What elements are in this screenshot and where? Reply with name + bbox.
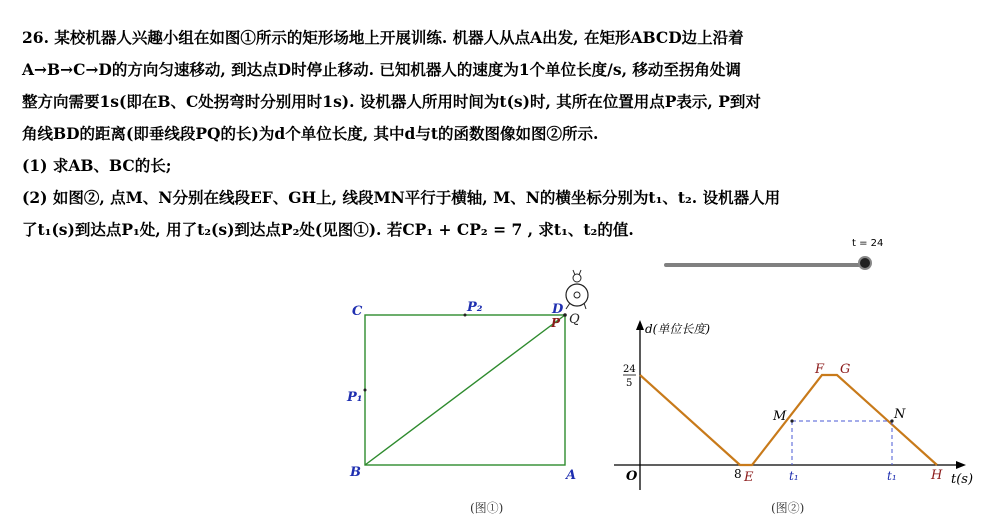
robot-icon	[566, 270, 588, 309]
problem-line-4: 角线BD的距离(即垂线段PQ的长)为d个单位长度, 其中d与t的函数图像如图②所示.	[22, 124, 599, 143]
y-tick-denominator: 5	[626, 378, 633, 389]
label-m: M	[773, 409, 787, 424]
problem-line-6: (2) 如图②, 点M、N分别在线段EF、GH上, 线段MN平行于横轴, M、N的横坐标分别为t₁、t₂. 设机器人用	[22, 188, 781, 207]
label-h: H	[931, 468, 943, 483]
problem-line-2: A→B→C→D的方向匀速移动, 到达点D时停止移动. 已知机器人的速度为1个单位长度/s, 移动至拐角处调	[22, 60, 741, 79]
point-m	[790, 419, 793, 422]
label-f: F	[815, 362, 825, 377]
diagonal-bd	[365, 315, 565, 465]
problem-line-5: (1) 求AB、BC的长;	[22, 156, 172, 175]
label-g: G	[840, 362, 851, 377]
figure-2-caption: (图②)	[771, 501, 805, 515]
x-axis-label: t(s)	[951, 472, 974, 487]
label-p2: P₂	[467, 300, 483, 315]
label-c: C	[352, 304, 363, 319]
label-p1: P₁	[347, 390, 363, 405]
problem-line-3: 整方向需要1s(即在B、C处拐弯时分别用时1s). 设机器人所用时间为t(s)时, 其所在位置用点P表示, P到对	[22, 92, 761, 111]
y-axis-label: d(单位长度)	[645, 322, 711, 336]
figure-2	[614, 320, 973, 515]
problem-line-1: 26. 某校机器人兴趣小组在如图①所示的矩形场地上开展训练. 机器人从点A出发, 在矩形ABCD边上沿着	[22, 28, 744, 47]
point-d	[563, 313, 567, 317]
x-tick-8: 8	[734, 467, 742, 481]
label-a: A	[566, 468, 577, 483]
label-t1-right: t₁	[887, 469, 897, 483]
label-d: D	[552, 302, 564, 317]
figure-1-caption: (图①)	[470, 501, 504, 515]
label-p: P	[551, 316, 561, 330]
label-e: E	[744, 470, 754, 485]
point-p1	[364, 389, 367, 392]
label-b: B	[350, 465, 361, 480]
label-q: Q	[569, 312, 580, 327]
y-tick-numerator: 24	[623, 364, 636, 375]
x-axis-arrow-icon	[956, 461, 966, 469]
label-n: N	[894, 407, 906, 422]
y-axis-arrow-icon	[636, 320, 644, 330]
origin-label: O	[626, 469, 638, 484]
problem-line-7: 了t₁(s)到达点P₁处, 用了t₂(s)到达点P₂处(见图①). 若CP₁ + CP₂ = 7 , 求t₁、t₂的值.	[22, 220, 634, 239]
slider-label: t = 24	[852, 238, 884, 249]
label-t1-left: t₁	[789, 469, 799, 483]
